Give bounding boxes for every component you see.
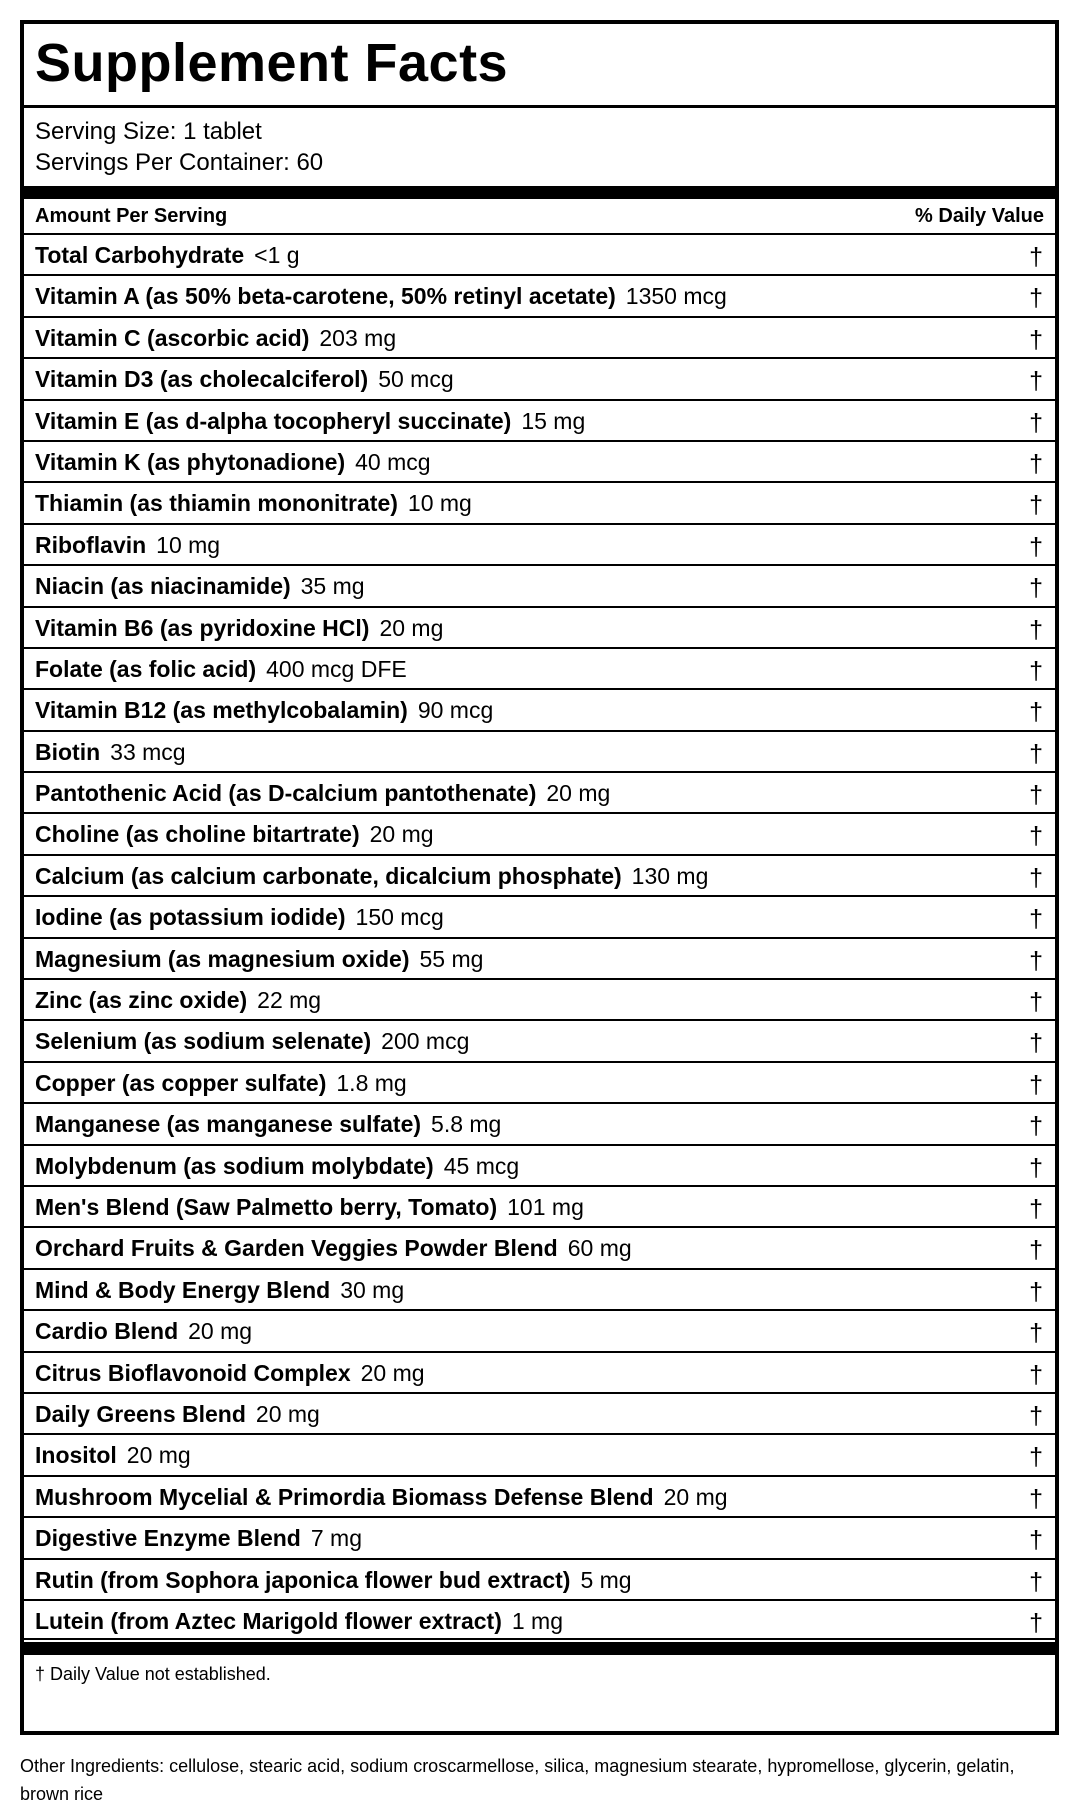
nutrient-amount: 35 mg [300, 573, 365, 600]
daily-value-mark: † [1029, 367, 1043, 396]
nutrient-cell [35, 1318, 252, 1345]
nutrient-cell [35, 739, 186, 766]
daily-value-mark: † [1029, 408, 1043, 437]
nutrient-name: Copper (as copper sulfate) [35, 1069, 327, 1096]
nutrient-amount: 150 mcg [355, 904, 444, 931]
nutrient-amount: 400 mcg DFE [266, 655, 407, 682]
nutrient-name: Biotin [35, 738, 101, 765]
title-divider [24, 105, 1055, 108]
nutrient-amount: <1 g [254, 242, 300, 268]
daily-value-header: % Daily Value [915, 205, 1044, 227]
daily-value-mark: † [1029, 1443, 1043, 1472]
nutrient-cell [35, 1608, 563, 1635]
nutrient-amount: 45 mcg [443, 1152, 520, 1179]
nutrient-name: Thiamin (as thiamin mononitrate) [35, 490, 398, 517]
nutrient-amount: 20 mg [188, 1318, 253, 1345]
nutrient-name: Orchard Fruits & Garden Veggies Powder Blend [35, 1235, 558, 1262]
nutrient-name: Lutein (from Aztec Marigold flower extract) [35, 1607, 502, 1634]
nutrient-amount: 15 mg [521, 407, 586, 434]
daily-value-mark: † [1029, 656, 1043, 685]
nutrient-amount: 203 mg [319, 324, 397, 351]
nutrient-cell [35, 697, 493, 724]
nutrient-cell [35, 1567, 632, 1594]
table-row [24, 1392, 1055, 1433]
daily-value-mark: † [1029, 863, 1043, 892]
table-row [24, 1185, 1055, 1226]
nutrient-cell [35, 408, 585, 435]
table-row [24, 606, 1055, 647]
nutrient-name: Vitamin C (ascorbic acid) [35, 324, 310, 351]
nutrient-cell [35, 946, 483, 973]
nutrient-cell [35, 821, 434, 848]
daily-value-mark: † [1029, 1526, 1043, 1555]
nutrient-amount: 20 mg [546, 780, 611, 807]
table-row [24, 688, 1055, 729]
daily-value-mark: † [1029, 1567, 1043, 1596]
nutrient-amount: 7 mg [310, 1525, 362, 1552]
nutrient-cell [35, 863, 708, 890]
nutrient-name: Vitamin K (as phytonadione) [35, 448, 346, 475]
table-row [24, 1309, 1055, 1350]
table-row [24, 523, 1055, 564]
table-row [24, 812, 1055, 853]
daily-value-mark: † [1029, 532, 1043, 561]
nutrient-cell [35, 242, 300, 269]
nutrient-name: Vitamin B12 (as methylcobalamin) [35, 697, 408, 724]
table-row [24, 357, 1055, 398]
nutrient-amount: 1350 mcg [625, 283, 727, 310]
nutrient-cell [35, 283, 727, 310]
supplement-facts-panel [20, 20, 1059, 1735]
daily-value-mark: † [1029, 1112, 1043, 1141]
daily-value-mark: † [1029, 243, 1043, 271]
daily-value-mark: † [1029, 905, 1043, 934]
nutrient-name: Vitamin E (as d-alpha tocopheryl succinate) [35, 407, 512, 434]
nutrient-cell [35, 325, 396, 352]
daily-value-mark: † [1029, 1608, 1043, 1637]
daily-value-mark: † [1029, 1070, 1043, 1099]
nutrient-name: Molybdenum (as sodium molybdate) [35, 1152, 434, 1179]
nutrient-amount: 130 mg [631, 862, 709, 889]
nutrient-name: Citrus Bioflavonoid Complex [35, 1359, 351, 1386]
nutrient-amount: 33 mcg [110, 738, 186, 765]
daily-value-mark: † [1029, 1194, 1043, 1223]
table-row [24, 481, 1055, 522]
nutrient-cell [35, 449, 431, 476]
daily-value-mark: † [1029, 449, 1043, 478]
nutrient-cell [35, 532, 220, 559]
nutrient-cell [35, 1442, 191, 1469]
nutrient-name: Niacin (as niacinamide) [35, 573, 291, 600]
daily-value-mark: † [1029, 698, 1043, 727]
daily-value-mark: † [1029, 1360, 1043, 1389]
nutrient-cell [35, 780, 610, 807]
nutrient-amount: 10 mg [407, 490, 472, 517]
table-row [24, 1102, 1055, 1143]
nutrient-name: Total Carbohydrate [35, 242, 245, 268]
table-row [24, 771, 1055, 812]
nutrient-name: Vitamin D3 (as cholecalciferol) [35, 366, 369, 393]
nutrient-cell [35, 1360, 425, 1387]
daily-value-mark: † [1029, 1153, 1043, 1182]
table-row [24, 854, 1055, 895]
nutrient-name: Mushroom Mycelial & Primordia Biomass Defense Blend [35, 1483, 654, 1510]
nutrient-name: Rutin (from Sophora japonica flower bud extract) [35, 1566, 571, 1593]
nutrient-cell [35, 1028, 469, 1055]
nutrient-name: Daily Greens Blend [35, 1400, 246, 1427]
daily-value-mark: † [1029, 988, 1043, 1017]
table-row [24, 1351, 1055, 1392]
nutrient-amount: 20 mg [360, 1359, 425, 1386]
nutrient-name: Vitamin A (as 50% beta-carotene, 50% retinyl acetate) [35, 283, 616, 310]
table-row [24, 978, 1055, 1019]
table-row [24, 564, 1055, 605]
table-row [24, 730, 1055, 771]
table-header [24, 199, 1055, 233]
nutrient-cell [35, 1153, 519, 1180]
daily-value-mark: † [1029, 946, 1043, 975]
table-row [24, 399, 1055, 440]
panel-title: Supplement Facts [35, 33, 509, 93]
nutrient-cell [35, 1484, 728, 1511]
nutrient-amount: 90 mcg [417, 697, 494, 724]
daily-value-mark: † [1029, 1484, 1043, 1513]
nutrient-name: Cardio Blend [35, 1318, 179, 1345]
nutrient-amount: 60 mg [567, 1235, 632, 1262]
table-row [24, 1226, 1055, 1267]
nutrient-amount: 20 mg [255, 1400, 320, 1427]
nutrient-name: Choline (as choline bitartrate) [35, 821, 360, 848]
footnote: † Daily Value not established. [35, 1664, 271, 1684]
nutrient-cell [35, 615, 443, 642]
serving-info [35, 116, 323, 178]
nutrient-name: Selenium (as sodium selenate) [35, 1028, 372, 1055]
nutrient-cell [35, 490, 472, 517]
table-row [24, 1433, 1055, 1474]
nutrient-name: Folate (as folic acid) [35, 655, 257, 682]
serving-size: Serving Size: 1 tablet [35, 118, 262, 145]
nutrient-name: Riboflavin [35, 531, 147, 558]
servings-per-container: Servings Per Container: 60 [35, 149, 324, 176]
nutrient-amount: 20 mg [126, 1442, 191, 1469]
table-row [24, 440, 1055, 481]
nutrient-amount: 20 mg [369, 821, 434, 848]
nutrient-table [24, 233, 1055, 1640]
nutrient-name: Magnesium (as magnesium oxide) [35, 945, 410, 972]
nutrient-name: Calcium (as calcium carbonate, dicalcium phosphate) [35, 862, 622, 889]
table-row [24, 1516, 1055, 1557]
table-row [24, 647, 1055, 688]
nutrient-name: Mind & Body Energy Blend [35, 1276, 331, 1303]
thick-divider-bottom [24, 1642, 1055, 1655]
nutrient-name: Inositol [35, 1442, 117, 1469]
nutrient-amount: 50 mcg [378, 366, 454, 393]
nutrient-name: Iodine (as potassium iodide) [35, 904, 346, 931]
thick-divider-top [24, 186, 1055, 199]
nutrient-amount: 1.8 mg [336, 1069, 407, 1096]
nutrient-cell [35, 904, 444, 931]
daily-value-mark: † [1029, 284, 1043, 313]
nutrient-cell [35, 1525, 362, 1552]
nutrient-name: Men's Blend (Saw Palmetto berry, Tomato) [35, 1193, 498, 1220]
table-row [24, 1558, 1055, 1599]
nutrient-name: Digestive Enzyme Blend [35, 1525, 301, 1552]
daily-value-mark: † [1029, 822, 1043, 851]
table-row [24, 274, 1055, 315]
nutrient-amount: 20 mg [379, 614, 444, 641]
nutrient-cell [35, 1235, 632, 1262]
nutrient-amount: 101 mg [507, 1193, 584, 1220]
nutrient-amount: 1 mg [511, 1607, 564, 1634]
nutrient-amount: 40 mcg [355, 448, 431, 475]
nutrient-amount: 55 mg [419, 945, 484, 972]
other-ingredients: Other Ingredients: cellulose, stearic acid, sodium croscarmellose, silica, magnesium stearate, hypromellose, glycerin, gelatin, brown rice [20, 1756, 1015, 1804]
table-row [24, 233, 1055, 274]
amount-per-serving-header: Amount Per Serving [35, 205, 228, 227]
nutrient-cell [35, 366, 454, 393]
daily-value-mark: † [1029, 1319, 1043, 1348]
table-row [24, 1475, 1055, 1516]
nutrient-cell [35, 1070, 407, 1097]
nutrient-amount: 5.8 mg [431, 1111, 502, 1138]
nutrient-amount: 10 mg [156, 531, 221, 558]
daily-value-mark: † [1029, 781, 1043, 810]
daily-value-mark: † [1029, 574, 1043, 603]
nutrient-cell [35, 656, 407, 683]
table-row [24, 1061, 1055, 1102]
nutrient-name: Manganese (as manganese sulfate) [35, 1111, 422, 1138]
nutrient-cell [35, 1277, 404, 1304]
daily-value-mark: † [1029, 491, 1043, 520]
nutrient-amount: 5 mg [580, 1566, 632, 1593]
nutrient-name: Zinc (as zinc oxide) [35, 987, 248, 1014]
daily-value-mark: † [1029, 739, 1043, 768]
table-row [24, 1019, 1055, 1060]
table-row [24, 316, 1055, 357]
daily-value-mark: † [1029, 1401, 1043, 1430]
daily-value-mark: † [1029, 615, 1043, 644]
table-row [24, 1599, 1055, 1640]
nutrient-cell [35, 1111, 501, 1138]
nutrient-amount: 22 mg [257, 987, 322, 1014]
nutrient-cell [35, 573, 365, 600]
nutrient-amount: 200 mcg [381, 1028, 470, 1055]
nutrient-amount: 20 mg [663, 1483, 728, 1510]
nutrient-cell [35, 987, 321, 1014]
daily-value-mark: † [1029, 325, 1043, 354]
nutrient-amount: 30 mg [340, 1276, 405, 1303]
table-row [24, 895, 1055, 936]
nutrient-name: Pantothenic Acid (as D-calcium pantothenate) [35, 780, 537, 807]
daily-value-mark: † [1029, 1236, 1043, 1265]
table-row [24, 1144, 1055, 1185]
daily-value-mark: † [1029, 1029, 1043, 1058]
table-row [24, 1268, 1055, 1309]
nutrient-cell [35, 1194, 584, 1221]
table-row [24, 937, 1055, 978]
daily-value-mark: † [1029, 1277, 1043, 1306]
nutrient-cell [35, 1401, 320, 1428]
nutrient-name: Vitamin B6 (as pyridoxine HCl) [35, 614, 370, 641]
